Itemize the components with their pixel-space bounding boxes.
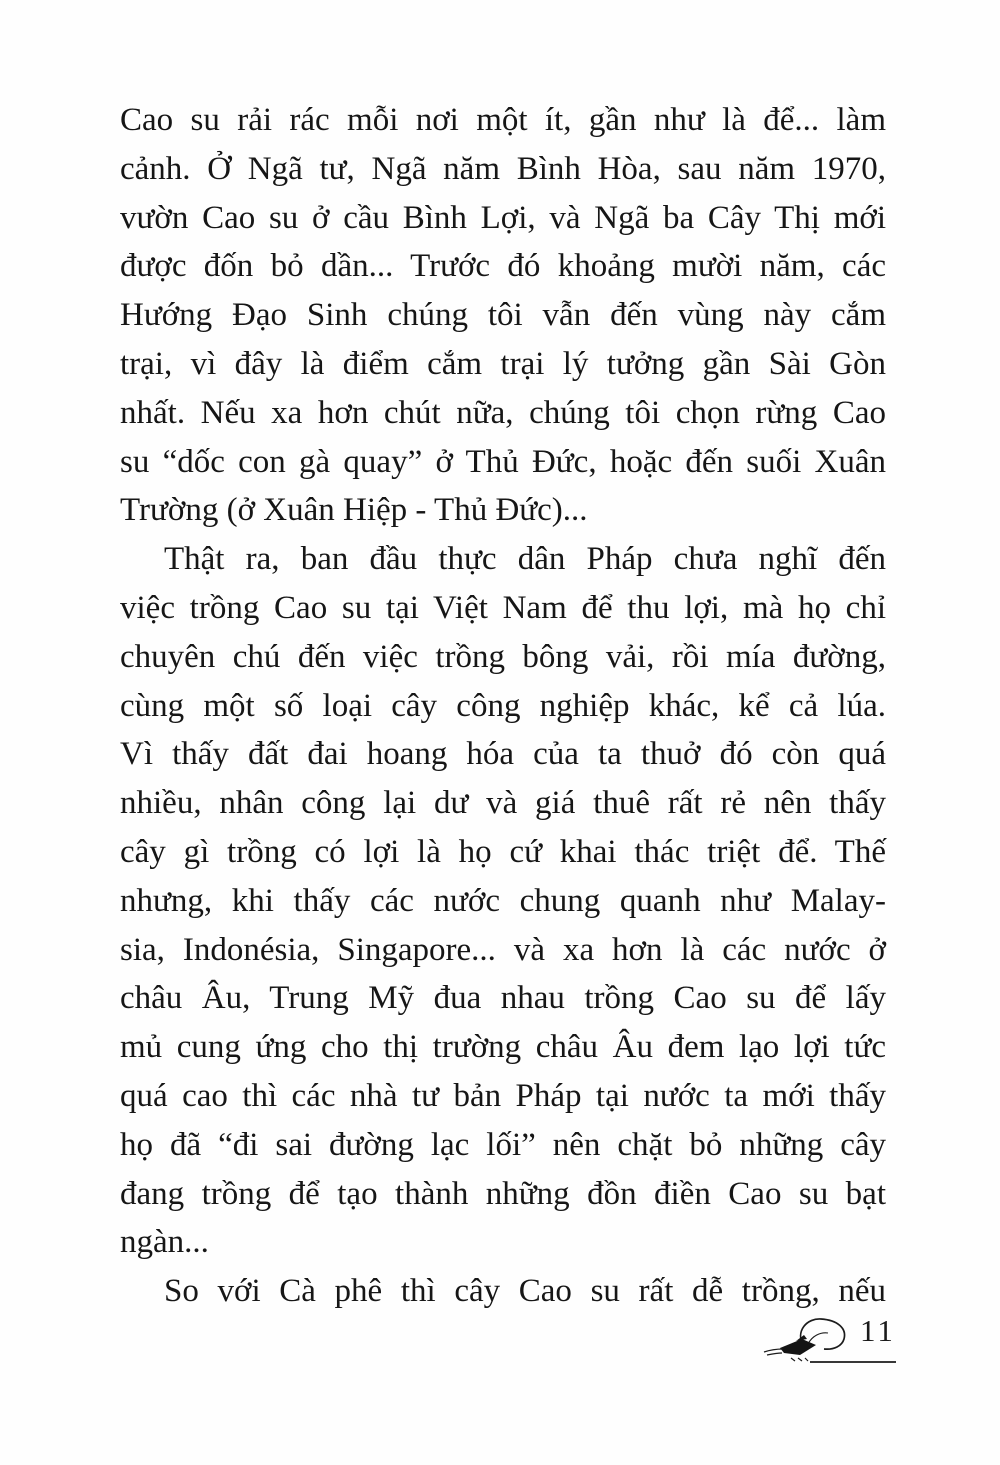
page-number: 11 [860, 1313, 896, 1348]
text-line: nhất. Nếu xa hơn chút nữa, chúng tôi chọn rừng Cao [120, 394, 886, 431]
text-line: họ đã “đi sai đường lạc lối” nên chặt bỏ những cây [120, 1126, 886, 1163]
text-line: sia, Indonésia, Singapore... và xa hơn là các nước ở [120, 931, 886, 968]
text-line: chuyên chú đến việc trồng bông vải, rồi mía đường, [120, 638, 886, 675]
text-line: ngàn... [120, 1224, 209, 1261]
text-line: được đốn bỏ dần... Trước đó khoảng mười năm, các [120, 248, 886, 285]
text-line: châu Âu, Trung Mỹ đua nhau trồng Cao su để lấy [120, 980, 886, 1017]
text-line: So với Cà phê thì cây Cao su rất dễ trồng, nếu [164, 1273, 886, 1310]
text-line: mủ cung ứng cho thị trường châu Âu đem lạo lợi tức [120, 1029, 886, 1066]
text-line: đang trồng để tạo thành những đồn điền Cao su bạt [120, 1175, 886, 1212]
text-line: Thật ra, ban đầu thực dân Pháp chưa nghĩ đến [164, 541, 886, 578]
page-footer [758, 1308, 938, 1368]
text-line: cây gì trồng có lợi là họ cứ khai thác triệt để. Thế [120, 833, 886, 870]
text-line: Hướng Đạo Sinh chúng tôi vẫn đến vùng này cắm [120, 297, 886, 334]
text-line: Vì thấy đất đai hoang hóa của ta thuở đó còn quá [120, 736, 886, 773]
text-line: Trường (ở Xuân Hiệp - Thủ Đức)... [120, 492, 588, 529]
text-line: nhiều, nhân công lại dư và giá thuê rất rẻ nên thấy [120, 785, 886, 822]
text-line: vườn Cao su ở cầu Bình Lợi, và Ngã ba Cây Thị mới [120, 199, 886, 236]
text-line: su “dốc con gà quay” ở Thủ Đức, hoặc đến suối Xuân [120, 443, 886, 480]
text-line: việc trồng Cao su tại Việt Nam để thu lợi, mà họ chỉ [120, 589, 886, 626]
text-line: cảnh. Ở Ngã tư, Ngã năm Bình Hòa, sau năm 1970, [120, 150, 886, 187]
text-line: cùng một số loại cây công nghiệp khác, kể cả lúa. [120, 687, 886, 724]
text-line: nhưng, khi thấy các nước chung quanh như Malay- [120, 882, 886, 919]
page-text [120, 96, 886, 1316]
text-line: Cao su rải rác mỗi nơi một ít, gần như là để... làm [120, 102, 886, 138]
text-line: trại, vì đây là điểm cắm trại lý tưởng gần Sài Gòn [120, 345, 886, 382]
text-line: quá cao thì các nhà tư bản Pháp tại nước ta mới thấy [120, 1077, 886, 1114]
